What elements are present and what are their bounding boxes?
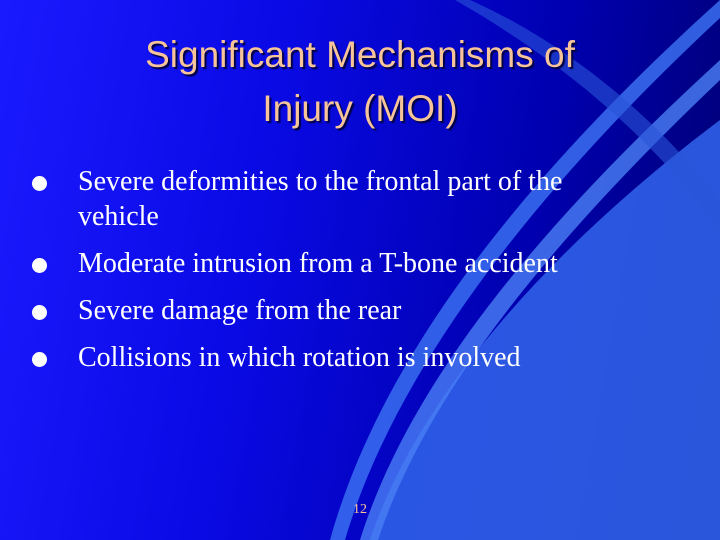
bullet-dot-icon: [32, 305, 47, 320]
slide-title: [60, 28, 660, 136]
bullet-dot-icon: [32, 258, 47, 273]
slide-title-line-2: Injury (MOI): [262, 88, 458, 129]
slide-title-line-1: Significant Mechanisms of: [145, 34, 575, 75]
bullet-text: Severe deformities to the frontal part of the vehicle: [78, 166, 563, 232]
page-number: 12: [353, 502, 367, 517]
bullet-list: [32, 164, 642, 387]
bullet-item: [32, 164, 642, 234]
bullet-dot-icon: [32, 176, 47, 191]
bullet-text: Moderate intrusion from a T-bone accident: [78, 248, 558, 279]
bullet-text: Collisions in which rotation is involved: [78, 342, 521, 373]
bullet-text: Severe damage from the rear: [78, 295, 402, 326]
bullet-item: [32, 340, 642, 375]
bullet-item: [32, 293, 642, 328]
bullet-item: [32, 246, 642, 281]
bullet-dot-icon: [32, 352, 47, 367]
